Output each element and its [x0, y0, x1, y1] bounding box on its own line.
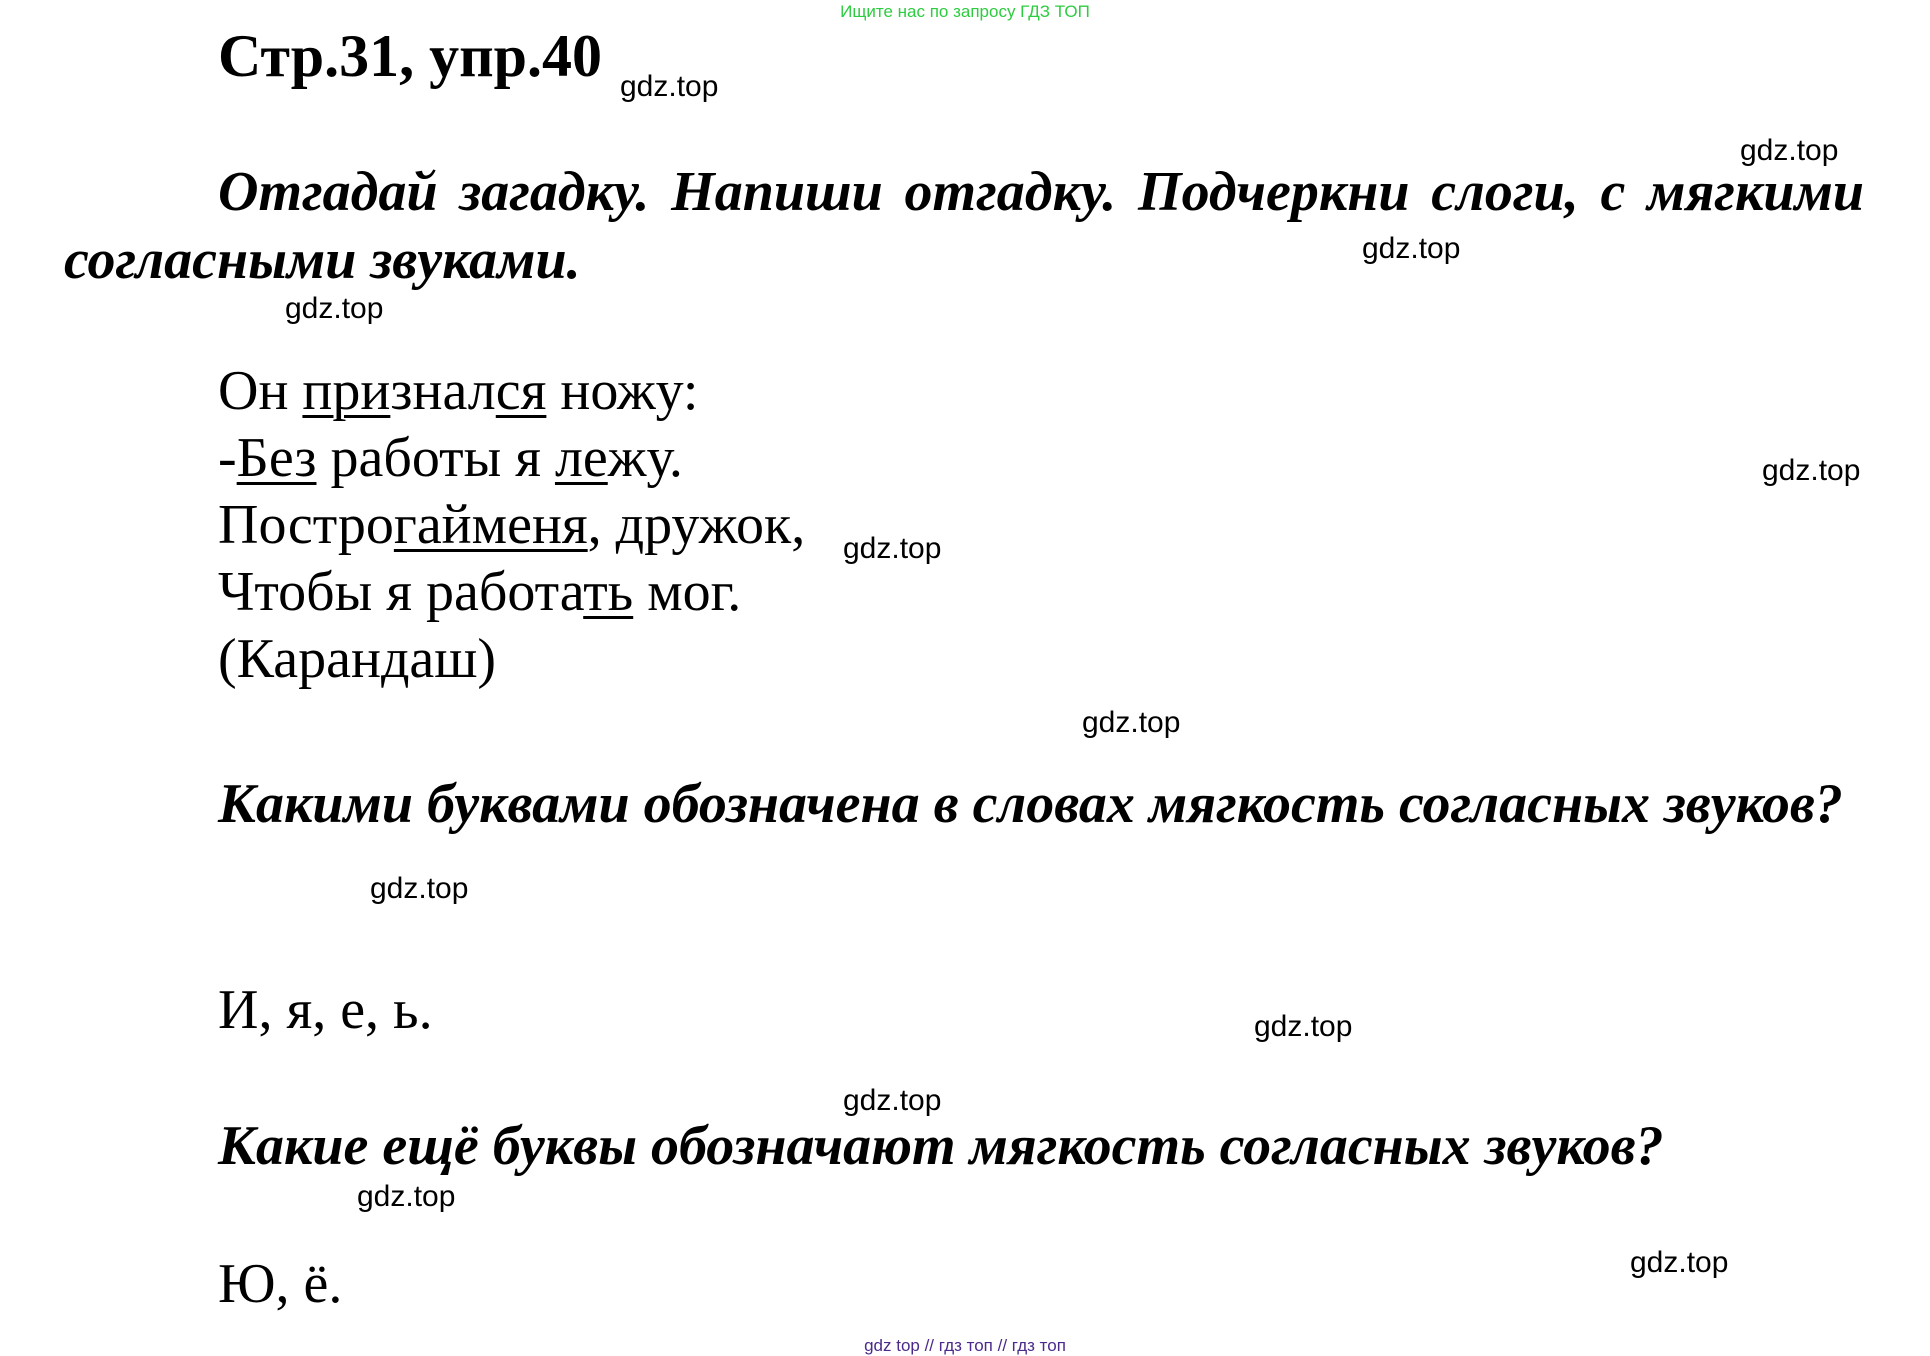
answer-3: Ю, ё.: [218, 1253, 343, 1315]
riddle-line-2: -Без работы я лежу.: [218, 427, 683, 489]
watermark: gdz.top: [1630, 1246, 1729, 1279]
page-title: Стр.31, упр.40: [218, 23, 603, 89]
watermark: gdz.top: [1762, 454, 1861, 487]
watermark: gdz.top: [357, 1180, 456, 1213]
riddle-line-3: Построгайменя, дружок,: [218, 494, 806, 556]
footer-watermark: gdz top // гдз топ // гдз топ: [864, 1336, 1066, 1355]
watermark: gdz.top: [370, 872, 469, 905]
watermark: gdz.top: [620, 70, 719, 103]
watermark: gdz.top: [1254, 1010, 1353, 1043]
riddle-line-4: Чтобы я работать мог.: [218, 561, 742, 623]
task-question-3: Какие ещё буквы обозначают мягкость согласных звуков?: [218, 1115, 1664, 1177]
watermark: gdz.top: [1740, 134, 1839, 167]
riddle-line-1: Он признался ножу:: [218, 360, 699, 422]
top-banner: Ищите нас по запросу ГДЗ ТОП: [840, 2, 1090, 21]
task-riddle: Отгадай загадку. Напиши отгадку. Подчеркни слоги, с мягкими согласными звуками.: [64, 161, 1864, 291]
watermark: gdz.top: [843, 1084, 942, 1117]
watermark: gdz.top: [1362, 232, 1461, 265]
watermark: gdz.top: [1082, 706, 1181, 739]
answer-2: И, я, е, ь.: [218, 979, 433, 1041]
task-question-2: Какими буквами обозначена в словах мягкость согласных звуков?: [218, 773, 1843, 835]
watermark: gdz.top: [285, 292, 384, 325]
riddle-text: [218, 358, 805, 693]
riddle-answer: (Карандаш): [218, 628, 497, 690]
watermark: gdz.top: [843, 532, 942, 565]
